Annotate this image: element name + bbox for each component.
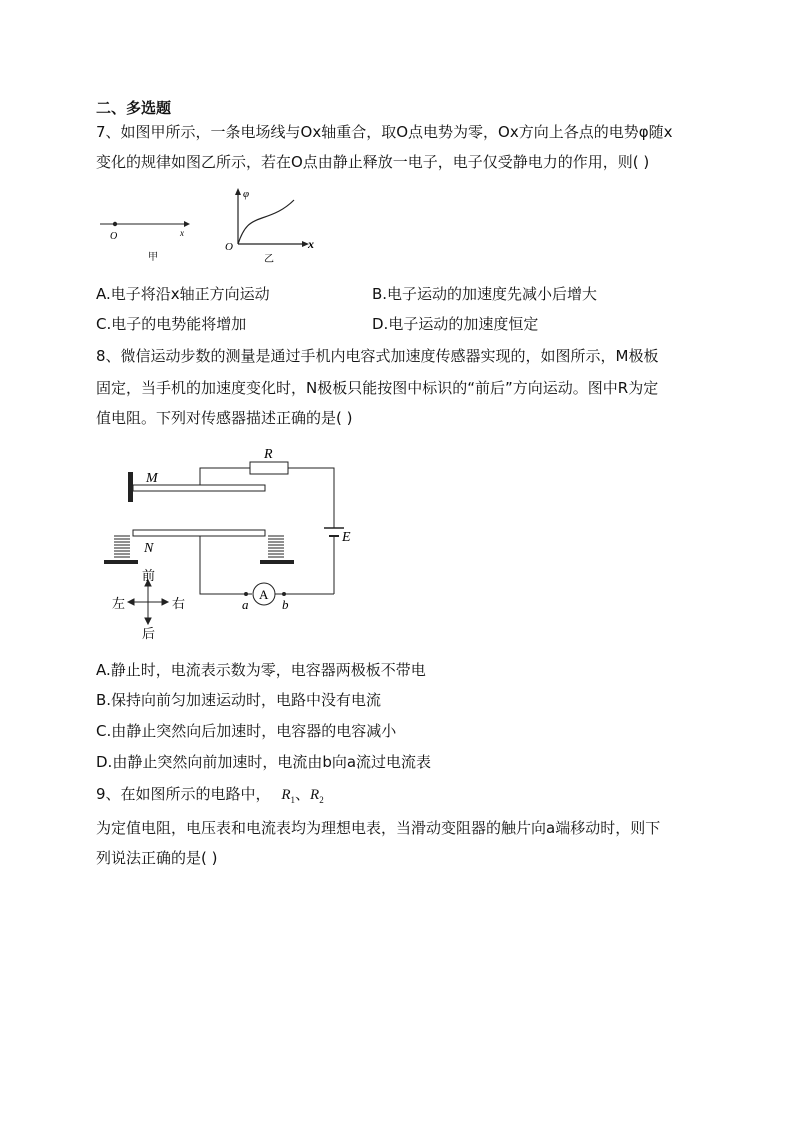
ammeter-label: A <box>259 587 269 602</box>
battery-label: E <box>342 530 351 545</box>
q8-option-c[interactable]: C.由静止突然向后加速时，电容器的电容减小 <box>96 722 397 740</box>
q9-text-line3: 列说法正确的是( ) <box>96 849 218 867</box>
plate-m-support <box>128 472 133 502</box>
q9-sep: 、 <box>295 785 311 803</box>
q9-intro: 9、在如图所示的电路中， <box>96 785 271 803</box>
q8-text-line1: 8、微信运动步数的测量是通过手机内电容式加速度传感器实现的，如图所示，M极板 <box>96 347 659 365</box>
direction-cross <box>128 580 168 624</box>
plate-n <box>133 530 265 536</box>
wire-bottom-left <box>200 536 252 594</box>
q8-option-d[interactable]: D.由静止突然向前加速时，电流由b向a流过电流表 <box>96 753 432 771</box>
q8-circuit-figure <box>100 440 370 650</box>
dir-left-label: 左 <box>112 596 126 611</box>
q7-text-line1: 7、如图甲所示，一条电场线与Ox轴重合，取O点电势为零，Ox方向上各点的电势φ随x <box>96 123 673 141</box>
q7-option-c[interactable]: C.电子的电势能将增加 <box>96 315 247 333</box>
q7-text-line2: 变化的规律如图乙所示，若在O点由静止释放一电子，电子仅受静电力的作用，则( ) <box>96 153 650 171</box>
origin-dot <box>113 222 117 226</box>
q9-text-line1 <box>96 784 324 810</box>
q8-option-a[interactable]: A.静止时，电流表示数为零，电容器两极板不带电 <box>96 661 426 679</box>
plate-n-label: N <box>144 541 154 556</box>
wire-top-right <box>288 468 334 528</box>
spring-left <box>114 536 130 557</box>
q9-r2: $R_2$ <box>310 787 324 805</box>
x-axis-arrow <box>184 221 190 227</box>
q7-option-d[interactable]: D.电子运动的加速度恒定 <box>372 315 539 333</box>
q8-text-line3: 值电阻。下列对传感器描述正确的是( ) <box>96 409 353 427</box>
origin-label: O <box>225 241 233 253</box>
dir-back-label: 后 <box>142 626 156 641</box>
spring-right-base <box>260 560 294 564</box>
x-label: x <box>308 237 314 251</box>
spring-right <box>268 536 284 557</box>
q8-option-b[interactable]: B.保持向前匀加速运动时，电路中没有电流 <box>96 691 382 709</box>
wire-top-left <box>200 468 250 485</box>
q7-figure-jia <box>96 212 196 264</box>
spring-left-base <box>104 560 138 564</box>
dir-right-label: 右 <box>172 596 186 611</box>
q7-option-a[interactable]: A.电子将沿x轴正方向运动 <box>96 285 270 303</box>
q7-figure-yi <box>216 186 326 266</box>
x-label: x <box>180 228 184 238</box>
node-b-label: b <box>282 597 289 612</box>
q9-r1: $R_1$ <box>281 787 295 805</box>
resistor-label: R <box>264 447 273 462</box>
q7-option-b[interactable]: B.电子运动的加速度先减小后增大 <box>372 285 598 303</box>
y-axis-arrow <box>235 188 241 195</box>
caption-jia: 甲 <box>148 252 158 263</box>
q8-text-line2: 固定，当手机的加速度变化时，N极板只能按图中标识的“前后”方向运动。图中R为定 <box>96 379 659 397</box>
resistor-r <box>250 462 288 474</box>
phi-curve <box>238 200 294 244</box>
plate-m-label: M <box>146 471 158 486</box>
dir-front-label: 前 <box>142 568 156 583</box>
node-a-label: a <box>242 597 249 612</box>
node-a-dot <box>244 592 248 596</box>
q9-text-line2: 为定值电阻，电压表和电流表均为理想电表，当滑动变阻器的触片向a端移动时，则下 <box>96 819 661 837</box>
caption-yi: 乙 <box>264 254 274 265</box>
origin-label: O <box>110 231 118 242</box>
section-title: 二、多选题 <box>96 99 172 117</box>
phi-label: φ <box>243 188 250 200</box>
